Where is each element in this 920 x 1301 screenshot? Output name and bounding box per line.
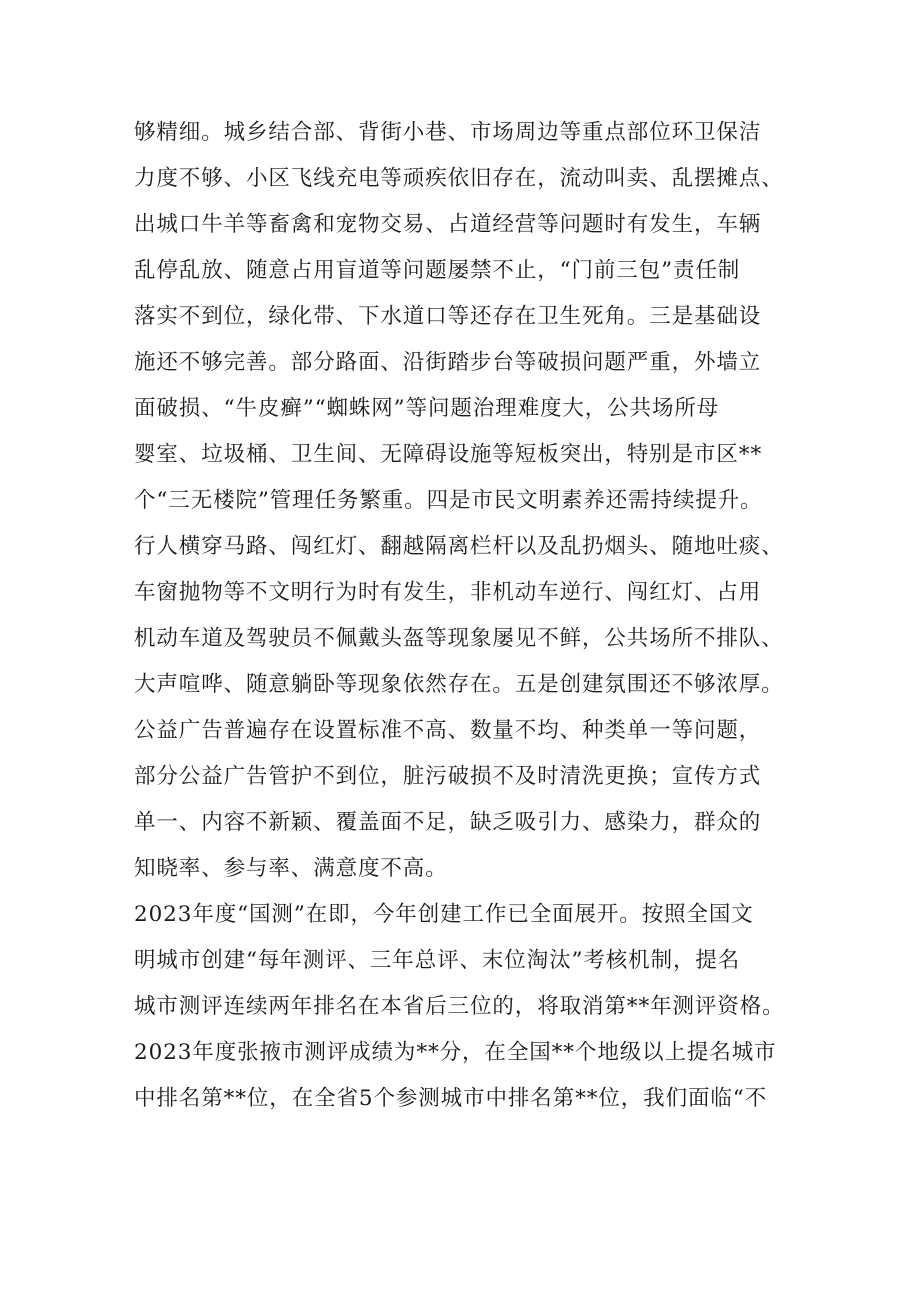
text-line: 个“三无楼院”管理任务繁重。四是市民文明素养还需持续提升。: [134, 488, 763, 513]
text-line: 落实不到位，绿化带、下水道口等还存在卫生死角。三是基础设: [134, 304, 762, 329]
document-body: [134, 110, 814, 1122]
paragraph-1: [134, 110, 814, 892]
text-line: 知晓率、参与率、满意度不高。: [134, 856, 448, 881]
text-line: 2023年度张掖市测评成绩为**分，在全国**个地级以上提名城市: [134, 1040, 777, 1065]
text-line: 婴室、垃圾桶、卫生间、无障碍设施等短板突出，特别是市区**: [134, 442, 763, 467]
text-line: 中排名第**位，在全省5个参测城市中排名第**位，我们面临“不: [134, 1086, 768, 1111]
text-line: 2023年度“国测”在即，今年创建工作已全面展开。按照全国文: [134, 902, 754, 927]
text-line: 单一、内容不新颖、覆盖面不足，缺乏吸引力、感染力，群众的: [134, 810, 762, 835]
text-line: 力度不够、小区飞线充电等顽疾依旧存在，流动叫卖、乱摆摊点、: [134, 166, 784, 191]
text-line: 施还不够完善。部分路面、沿街踏步台等破损问题严重，外墙立: [134, 350, 762, 375]
text-line: 机动车道及驾驶员不佩戴头盔等现象屡见不鲜，公共场所不排队、: [134, 626, 784, 651]
text-line: 够精细。城乡结合部、背街小巷、市场周边等重点部位环卫保洁: [134, 120, 762, 145]
text-line: 城市测评连续两年排名在本省后三位的，将取消第**年测评资格。: [134, 994, 785, 1019]
text-line: 车窗抛物等不文明行为时有发生，非机动车逆行、闯红灯、占用: [134, 580, 762, 605]
text-line: 部分公益广告管护不到位，脏污破损不及时清洗更换；宣传方式: [134, 764, 762, 789]
text-line: 面破损、“牛皮癣”“蜘蛛网”等问题治理难度大，公共场所母: [134, 396, 720, 421]
text-line: 行人横穿马路、闯红灯、翻越隔离栏杆以及乱扔烟头、随地吐痰、: [134, 534, 784, 559]
text-line: 公益广告普遍存在设置标准不高、数量不均、种类单一等问题，: [134, 718, 762, 743]
paragraph-2: [134, 892, 814, 1122]
text-line: 大声喧哗、随意躺卧等现象依然存在。五是创建氛围还不够浓厚。: [134, 672, 784, 697]
text-line: 乱停乱放、随意占用盲道等问题屡禁不止，“门前三包”责任制: [134, 258, 741, 283]
text-line: 出城口牛羊等畜禽和宠物交易、占道经营等问题时有发生，车辆: [134, 212, 762, 237]
text-line: 明城市创建“每年测评、三年总评、末位淘汰”考核机制，提名: [134, 948, 741, 973]
